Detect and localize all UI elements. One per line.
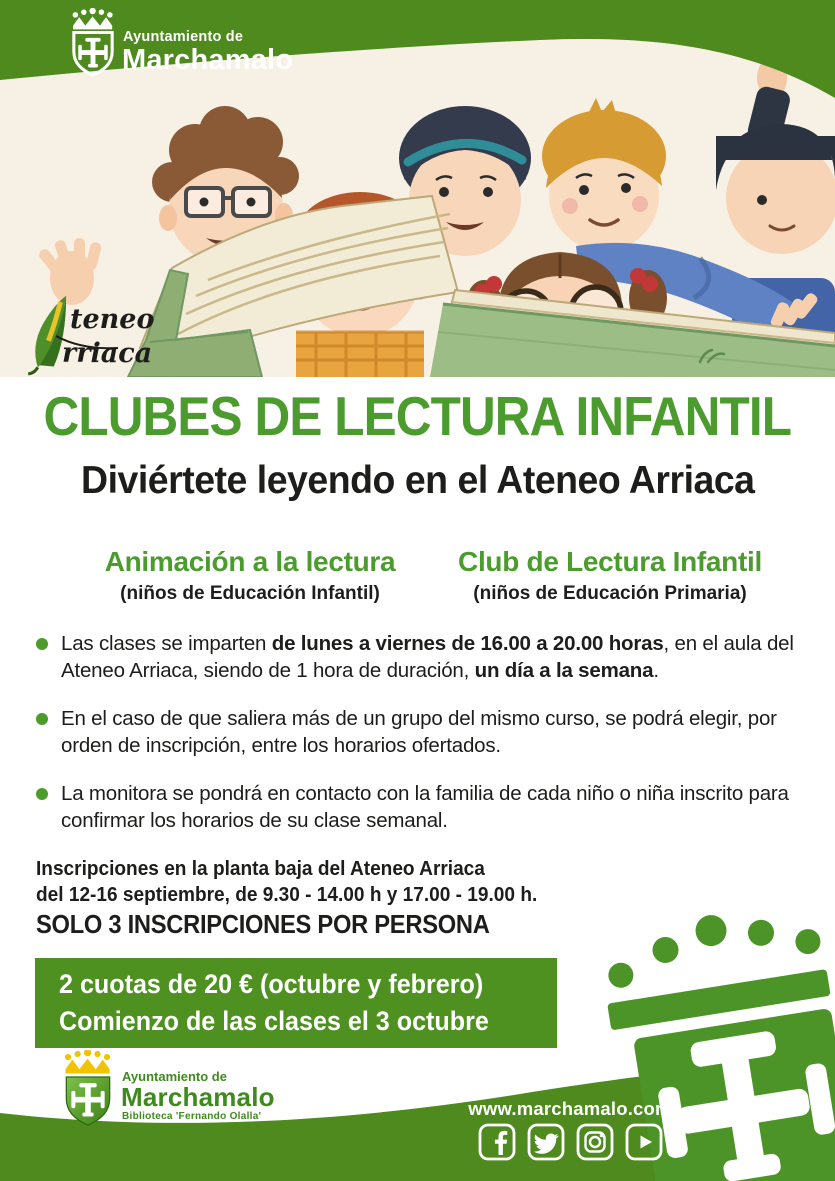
info-bullet	[36, 705, 804, 759]
program-club-lectura	[440, 546, 780, 605]
program-audience: (niños de Educación Primaria)	[473, 583, 747, 604]
bullet-text: En el caso de que saliera más de un grupo del mismo curso, se podrá elegir, por orden de inscripción, entre los horarios ofertados.	[61, 707, 777, 757]
bullet-dot	[36, 788, 48, 800]
social-icons	[477, 1122, 664, 1162]
twitter-icon[interactable]	[526, 1122, 566, 1162]
inscriptions-line: Inscripciones en la planta baja del Ateneo Arriaca	[36, 857, 485, 880]
bullet-text: Las clases se imparten de lunes a viernes de 16.00 a 20.00 horas, en el aula del Ateneo Arriaca, siendo de 1 hora de duración, un día a la semana.	[61, 632, 794, 682]
program-audience: (niños de Educación Infantil)	[120, 583, 380, 604]
program-name: Animación a la lectura	[104, 546, 396, 577]
footer-org-label: Ayuntamiento de	[122, 1069, 227, 1084]
footer-library-label: Biblioteca 'Fernando Olalla'	[122, 1111, 262, 1122]
instagram-icon[interactable]	[575, 1122, 615, 1162]
facebook-icon[interactable]	[477, 1122, 517, 1162]
ateneo-arriaca-logo	[22, 292, 197, 376]
footer-town-name: Marchamalo	[121, 1082, 275, 1112]
price-line: 2 cuotas de 20 € (octubre y febrero)	[59, 969, 484, 999]
svg-text:rriaca: rriaca	[62, 338, 153, 369]
start-date-line: Comienzo de las clases el 3 octubre	[59, 1006, 489, 1036]
program-name: Club de Lectura Infantil	[458, 546, 762, 577]
bullet-dot	[36, 638, 48, 650]
program-animacion	[35, 546, 465, 605]
page-title: CLUBES DE LECTURA INFANTIL	[43, 385, 792, 447]
inscriptions-limit: SOLO 3 INSCRIPCIONES POR PERSONA	[36, 911, 490, 939]
website-link[interactable]: www.marchamalo.com	[468, 1098, 672, 1119]
header-org-label: Ayuntamiento de	[123, 29, 244, 45]
svg-text:teneo: teneo	[70, 304, 155, 335]
info-bullet	[36, 780, 804, 834]
page-subtitle: Diviértete leyendo en el Ateneo Arriaca	[80, 459, 755, 502]
youtube-icon[interactable]	[624, 1122, 664, 1162]
marchamalo-crest-color-icon	[62, 1050, 114, 1130]
info-bullets	[36, 630, 804, 855]
header-town-name: Marchamalo	[122, 44, 294, 76]
bullet-dot	[36, 713, 48, 725]
bullet-text: La monitora se pondrá en contacto con la familia de cada niño o niña inscrito para confirmar los horarios de su clase semanal.	[61, 782, 789, 832]
info-bullet	[36, 630, 804, 684]
inscriptions-line: del 12-16 septiembre, de 9.30 - 14.00 h y 17.00 - 19.00 h.	[36, 883, 538, 906]
inscriptions-block	[36, 856, 636, 941]
price-box	[35, 958, 557, 1048]
marchamalo-crest-white-icon	[70, 8, 116, 80]
